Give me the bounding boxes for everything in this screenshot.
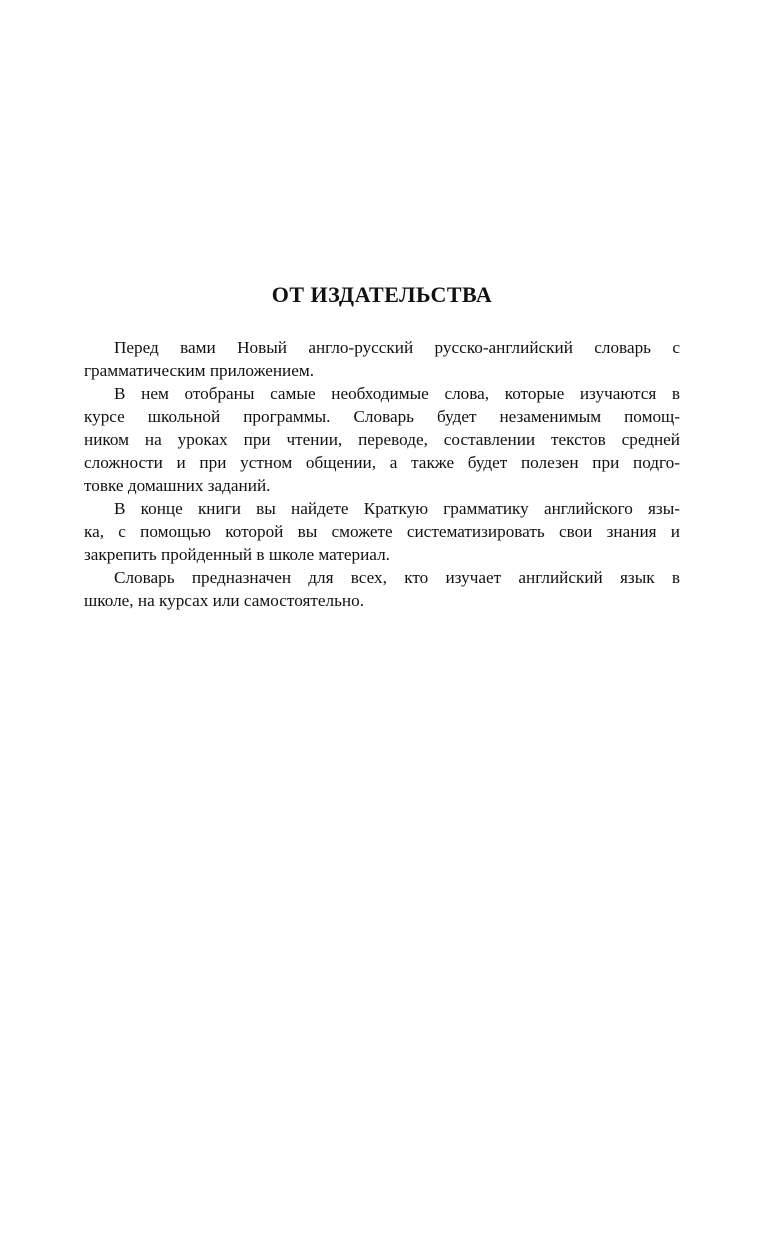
text-line: В конце книги вы найдете Краткую грамматику английского язы- [114,499,680,518]
text-line: сложности и при устном общении, а также будет полезен при подго- [84,453,680,472]
page-title: ОТ ИЗДАТЕЛЬСТВА [271,282,493,307]
paragraph-3 [84,497,680,566]
text-line: школе, на курсах или самостоятельно. [84,591,365,610]
document-page [84,278,680,612]
text-line: Словарь предназначен для всех, кто изучает английский язык в [114,568,680,587]
text-line: Перед вами Новый англо-русский русско-английский словарь с [114,338,680,357]
text-line: товке домашних заданий. [84,476,271,495]
text-line: закрепить пройденный в школе материал. [84,545,390,564]
text-line: ка, с помощью которой вы сможете систематизировать свои знания и [84,522,680,541]
text-line: курсе школьной программы. Словарь будет незаменимым помощ- [84,407,680,426]
paragraph-4 [84,566,680,612]
paragraph-2 [84,382,680,497]
text-line: ником на уроках при чтении, переводе, составлении текстов средней [84,430,680,449]
text-line: В нем отобраны самые необходимые слова, которые изучаются в [114,384,680,403]
paragraph-1 [84,336,680,382]
text-line: грамматическим приложением. [84,361,315,380]
